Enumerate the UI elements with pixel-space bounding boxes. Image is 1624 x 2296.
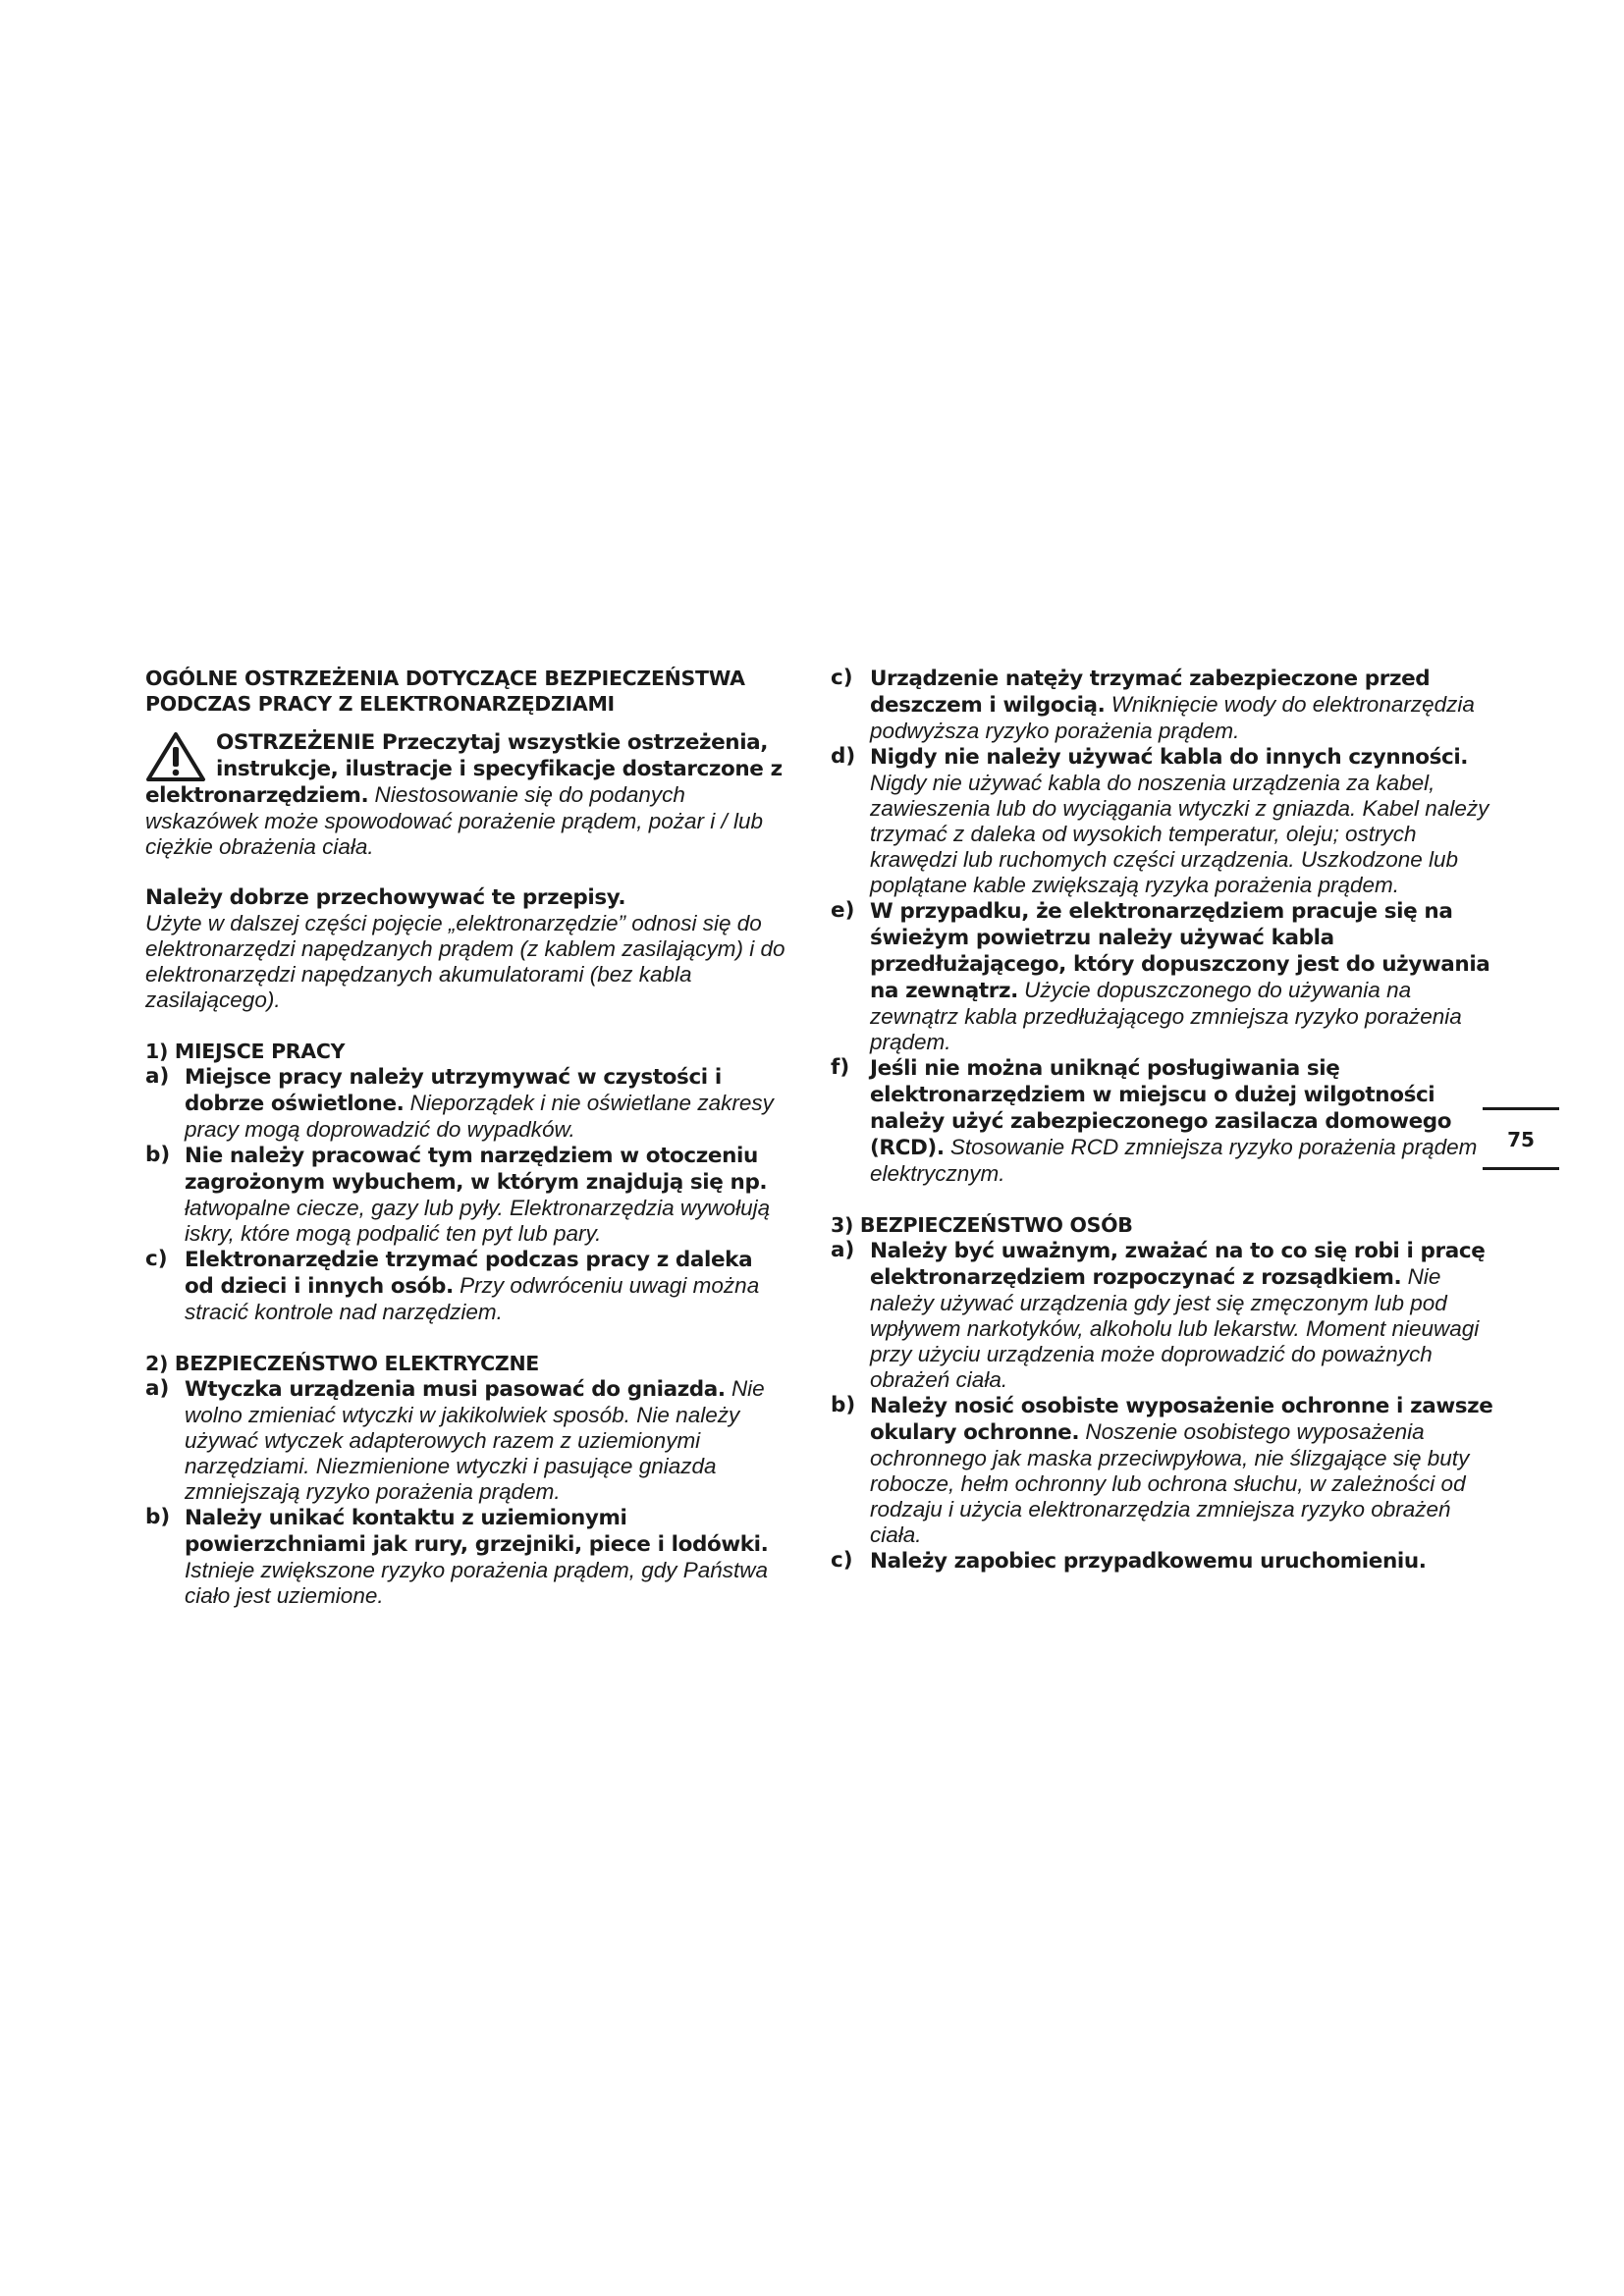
- keep-instructions-bold: Należy dobrze przechowywać te przepisy.: [145, 885, 626, 910]
- item-label: a): [145, 1376, 170, 1401]
- item-label: b): [145, 1505, 171, 1529]
- item-label: a): [145, 1064, 170, 1089]
- document-title-line-2: PODCZAS PRACY Z ELEKTRONARZĘDZIAMI: [145, 692, 615, 716]
- warning-italic-text: Niestosowanie się do podanych wskazówek może spowodować porażenie prądem, pożar i / lub ciężkie obrażenia ciała.: [145, 782, 764, 859]
- item-label: f): [831, 1055, 850, 1080]
- item-bold-text: Należy nosić osobiste wyposażenie ochronne i zawsze okulary ochronne.: [870, 1394, 1493, 1445]
- item-bold-text: Jeśli nie można uniknąć posługiwania się elektronarzędziem w miejscu o dużej wilgotności należy użyć zabezpieczonego zasilacza domowego (RCD).: [870, 1056, 1452, 1160]
- item-italic-text: Nigdy nie używać kabla do noszenia urządzenia za kabel, zawieszenia lub do wyciągania wtyczki z gniazda. Kabel należy trzymać z daleka od wysokich temperatur, oleju; ostrych krawędzi lub ruchomych części urządzenia. Uszkodzone lub poplątane kable zwiększają ryzyka porażenia prądem.: [870, 771, 1489, 897]
- warning-bold-text: OSTRZEŻENIE Przeczytaj wszystkie ostrzeżenia, instrukcje, ilustracje i specyfikacje dostarczone z elektronarzędziem.: [145, 730, 783, 808]
- list-item: [831, 1393, 1498, 1548]
- page-number: 75: [1507, 1128, 1535, 1151]
- general-warning: [145, 729, 785, 860]
- keep-instructions-italic: Użyte w dalszej części pojęcie „elektronarzędzie” odnosi się do elektronarzędzi napędzanych prądem (z kablem zasilającym) i do elektronarzędzi napędzanych akumulatorami (bez kabla zasilającego).: [145, 911, 785, 1012]
- list-item: [145, 1505, 785, 1609]
- item-italic-text: łatwopalne ciecze, gazy lub pyły. Elektronarzędzia wywołują iskry, które mogą podpalić ten pyt lub pary.: [185, 1196, 771, 1246]
- item-bold-text: Elektronarzędzie trzymać podczas pracy z daleka od dzieci i innych osób.: [185, 1248, 753, 1299]
- left-column: [145, 666, 785, 1609]
- right-column: [831, 666, 1498, 1575]
- page-number-rule-top: [1483, 1107, 1559, 1110]
- item-bold-text: Wtyczka urządzenia musi pasować do gniazda.: [185, 1377, 726, 1402]
- item-label: c): [145, 1247, 168, 1271]
- item-label: e): [831, 898, 855, 923]
- item-italic-text: Wniknięcie wody do elektronarzędzia podwyższa ryzyko porażenia prądem.: [870, 692, 1475, 743]
- item-label: c): [831, 666, 853, 690]
- list-item: [145, 1143, 785, 1247]
- section-heading-electrical-safety: 2) BEZPIECZEŃSTWO ELEKTRYCZNE: [145, 1352, 540, 1375]
- item-label: d): [831, 744, 856, 769]
- list-item: [145, 1376, 785, 1505]
- item-bold-text: Miejsce pracy należy utrzymywać w czystości i dobrze oświetlone.: [185, 1065, 722, 1116]
- item-italic-text: Nieporządek i nie oświetlane zakresy pracy mogą doprowadzić do wypadków.: [185, 1091, 774, 1142]
- section-heading-personal-safety: 3) BEZPIECZEŃSTWO OSÓB: [831, 1213, 1133, 1237]
- item-label: c): [831, 1548, 853, 1573]
- item-bold-text: Należy być uważnym, zważać na to co się robi i pracę elektronarzędziem rozpoczynać z rozsądkiem.: [870, 1239, 1486, 1290]
- item-label: a): [831, 1238, 855, 1262]
- list-item: [831, 1238, 1498, 1393]
- list-item: [145, 1247, 785, 1325]
- item-bold-text: W przypadku, że elektronarzędziem pracuje się na świeżym powietrzu należy używać kabla przedłużającego, który dopuszczony jest do używania na zewnątrz.: [870, 899, 1490, 1003]
- item-bold-text: Urządzenie natęży trzymać zabezpieczone przed deszczem i wilgocią.: [870, 667, 1431, 718]
- item-italic-text: Nie należy używać urządzenia gdy jest się zmęczonym lub pod wpływem narkotyków, alkoholu lub lekarstw. Moment nieuwagi przy użyciu urządzenia może doprowadzić do poważnych obrażeń ciała.: [870, 1264, 1480, 1392]
- list-item: [831, 1548, 1498, 1575]
- item-italic-text: Stosowanie RCD zmniejsza ryzyko porażenia prądem elektrycznym.: [870, 1135, 1478, 1186]
- page-number-block: [1483, 1107, 1559, 1170]
- item-italic-text: Nie wolno zmieniać wtyczki w jakikolwiek sposób. Nie należy używać wtyczek adapterowych razem z uziemionymi narzędziami. Niezmienione wtyczki i pasujące gniazda zmniejszają ryzyko porażenia prądem.: [185, 1376, 765, 1504]
- item-bold-text: Należy unikać kontaktu z uziemionymi powierzchniami jak rury, grzejniki, piece i lodówki.: [185, 1506, 769, 1557]
- list-item: [831, 1055, 1498, 1187]
- keep-instructions: [145, 885, 785, 1013]
- item-bold-text: Należy zapobiec przypadkowemu uruchomieniu.: [870, 1549, 1427, 1574]
- item-bold-text: Nigdy nie należy używać kabla do innych czynności.: [870, 745, 1469, 770]
- warning-triangle-icon: [145, 731, 206, 782]
- document-title-line-1: OGÓLNE OSTRZEŻENIA DOTYCZĄCE BEZPIECZEŃSTWA: [145, 667, 745, 690]
- item-italic-text: Przy odwróceniu uwagi można stracić kontrole nad narzędziem.: [185, 1273, 760, 1324]
- item-bold-text: Nie należy pracować tym narzędziem w otoczeniu zagrożonym wybuchem, w którym znajdują się np.: [185, 1144, 768, 1195]
- list-item: [831, 744, 1498, 898]
- page-number-rule-bottom: [1483, 1167, 1559, 1170]
- item-label: b): [145, 1143, 171, 1167]
- list-item: [831, 898, 1498, 1055]
- section-heading-workplace: 1) MIEJSCE PRACY: [145, 1040, 346, 1063]
- item-label: b): [831, 1393, 856, 1417]
- item-italic-text: Użycie dopuszczonego do używania na zewnątrz kabla przedłużającego zmniejsza ryzyko porażenia prądem.: [870, 978, 1462, 1054]
- item-italic-text: Istnieje zwiększone ryzyko porażenia prądem, gdy Państwa ciało jest uziemione.: [185, 1558, 769, 1608]
- list-item: [145, 1064, 785, 1143]
- list-item: [831, 666, 1498, 744]
- item-italic-text: Noszenie osobistego wyposażenia ochronnego jak maska przeciwpyłowa, nie ślizgające się buty robocze, hełm ochronny lub ochrona słuchu, w zależności od rodzaju i użycia elektronarzędzia zmniejsza ryzyko obrażeń ciała.: [870, 1419, 1470, 1547]
